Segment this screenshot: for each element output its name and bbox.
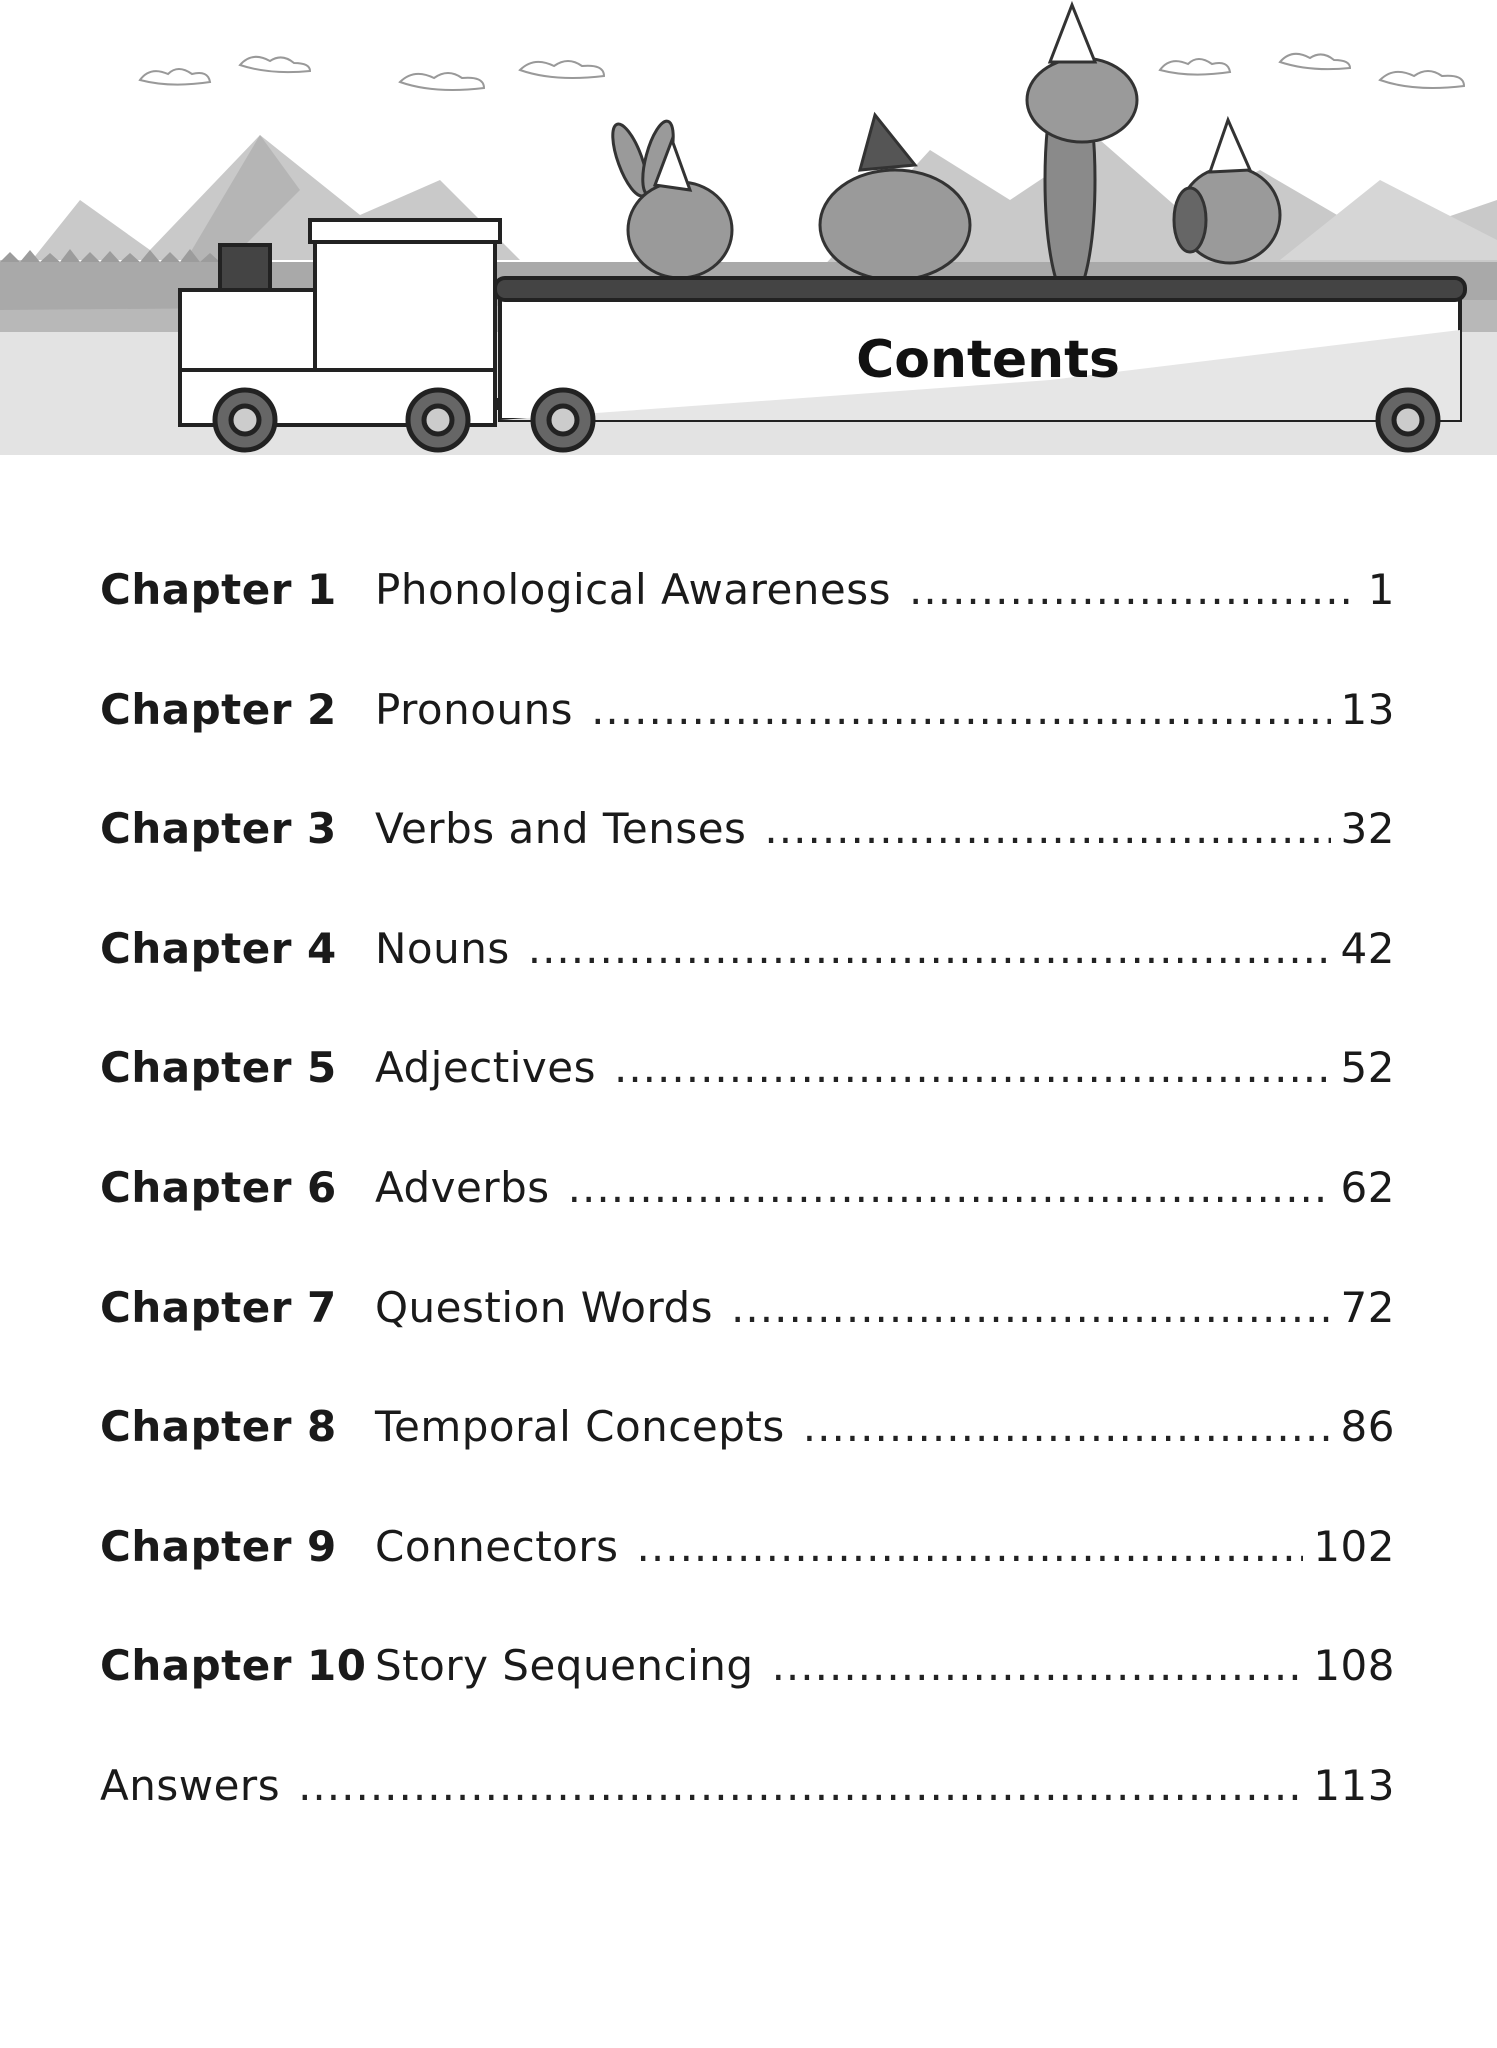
chapter-title: Phonological Awareness xyxy=(375,565,892,614)
dot-leader xyxy=(298,1761,1303,1810)
dot-leader xyxy=(803,1402,1331,1451)
table-of-contents xyxy=(100,565,1395,1881)
dot-leader xyxy=(731,1283,1331,1332)
page-number: 42 xyxy=(1340,923,1395,973)
dot-leader xyxy=(591,685,1330,734)
toc-entry-chapter-5[interactable] xyxy=(100,1043,1395,1163)
toc-entry-chapter-2[interactable] xyxy=(100,685,1395,805)
dot-leader xyxy=(528,924,1331,973)
chapter-number: Chapter 3 xyxy=(100,804,337,854)
chapter-title: Temporal Concepts xyxy=(375,1402,785,1452)
page-number: 86 xyxy=(1340,1402,1395,1452)
toc-entry-answers[interactable] xyxy=(100,1761,1395,1881)
toc-entry-chapter-3[interactable] xyxy=(100,804,1395,924)
dot-leader xyxy=(637,1522,1304,1571)
toc-entry-chapter-6[interactable] xyxy=(100,1163,1395,1283)
toc-entry-chapter-10[interactable] xyxy=(100,1641,1395,1761)
dot-leader xyxy=(909,565,1358,614)
chapter-title: Nouns xyxy=(375,923,510,973)
page-title: Contents xyxy=(856,330,1120,390)
chapter-number: Chapter 8 xyxy=(100,1402,337,1452)
chapter-title: Adverbs xyxy=(375,1162,550,1212)
chapter-number: Chapter 2 xyxy=(100,684,337,734)
chapter-title: Connectors xyxy=(375,1521,619,1571)
page-number: 113 xyxy=(1313,1760,1395,1810)
chapter-number: Chapter 4 xyxy=(100,923,337,973)
chapter-number: Chapter 1 xyxy=(100,565,337,614)
chapter-title: Adjectives xyxy=(375,1043,596,1093)
toc-entry-chapter-7[interactable] xyxy=(100,1283,1395,1403)
page-number: 32 xyxy=(1340,804,1395,854)
dot-leader xyxy=(568,1163,1331,1212)
chapter-number: Chapter 9 xyxy=(100,1521,337,1571)
answers-title: Answers xyxy=(100,1760,281,1810)
chapter-number: Chapter 6 xyxy=(100,1162,337,1212)
toc-entry-chapter-8[interactable] xyxy=(100,1402,1395,1522)
header-illustration xyxy=(0,0,1497,460)
page-number: 108 xyxy=(1313,1641,1395,1691)
chapter-title: Verbs and Tenses xyxy=(375,804,747,854)
page-number: 52 xyxy=(1340,1043,1395,1093)
toc-entry-chapter-4[interactable] xyxy=(100,924,1395,1044)
toc-entry-chapter-9[interactable] xyxy=(100,1522,1395,1642)
dot-leader xyxy=(614,1043,1331,1092)
dot-leader xyxy=(772,1641,1304,1690)
dot-leader xyxy=(764,804,1330,853)
chapter-title: Question Words xyxy=(375,1282,714,1332)
page-number: 13 xyxy=(1340,684,1395,734)
chapter-number: Chapter 5 xyxy=(100,1043,337,1093)
page-number: 1 xyxy=(1367,565,1395,614)
page-number: 102 xyxy=(1313,1521,1395,1571)
chapter-number: Chapter 7 xyxy=(100,1282,337,1332)
page-number: 72 xyxy=(1340,1282,1395,1332)
chapter-number: Chapter 10 xyxy=(100,1641,367,1691)
page-number: 62 xyxy=(1340,1162,1395,1212)
chapter-title: Pronouns xyxy=(375,684,574,734)
toc-entry-chapter-1[interactable] xyxy=(100,565,1395,685)
chapter-title: Story Sequencing xyxy=(375,1641,754,1691)
